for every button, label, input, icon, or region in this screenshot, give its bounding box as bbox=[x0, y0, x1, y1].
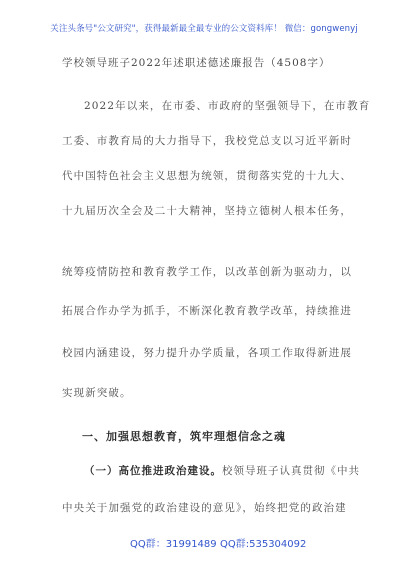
paragraph-line: 代中国特色社会主义思想为统领，贯彻落实党的十九大、 bbox=[62, 170, 352, 182]
paragraph-line: 校园内涵建设，努力提升办学质量，各项工作取得新进展 bbox=[62, 347, 352, 359]
subsection-line bbox=[84, 463, 360, 478]
paragraph-line: 实现新突破。 bbox=[62, 387, 132, 399]
paragraph-line: 2022年以来，在市委、市政府的坚强领导下，在市教育 bbox=[84, 100, 371, 112]
paragraph-line: 中央关于加强党的政治建设的意见》，始终把党的政治建 bbox=[62, 502, 347, 514]
section-heading: 一、加强思想教育，筑牢理想信念之魂 bbox=[82, 430, 286, 443]
document-title: 学校领导班子2022年述职述德述廉报告（4508字） bbox=[62, 57, 331, 69]
subsection-text: 校领导班子认真贯彻《中共 bbox=[222, 465, 360, 477]
watermark-banner: 关注头条号"公文研究"，获得最新最全最专业的公文资料库！ 微信：gongwenyj bbox=[50, 24, 358, 34]
paragraph-line: 工委、市教育局的大力指导下，我校党总支以习近平新时 bbox=[62, 135, 352, 147]
paragraph-line: 拓展合作办学为抓手，不断深化教育教学改革，持续推进 bbox=[62, 305, 352, 317]
qq-group-1: QQ群：31991489 bbox=[130, 539, 217, 550]
paragraph-line: 统筹疫情防控和教育教学工作，以改革创新为驱动力，以 bbox=[62, 266, 352, 278]
subsection-heading: （一）高位推进政治建设。 bbox=[84, 465, 222, 477]
qq-group-2: QQ群:535304092 bbox=[220, 539, 307, 550]
paragraph-line: 十九届历次全会及二十大精神，坚持立德树人根本任务， bbox=[62, 205, 352, 217]
